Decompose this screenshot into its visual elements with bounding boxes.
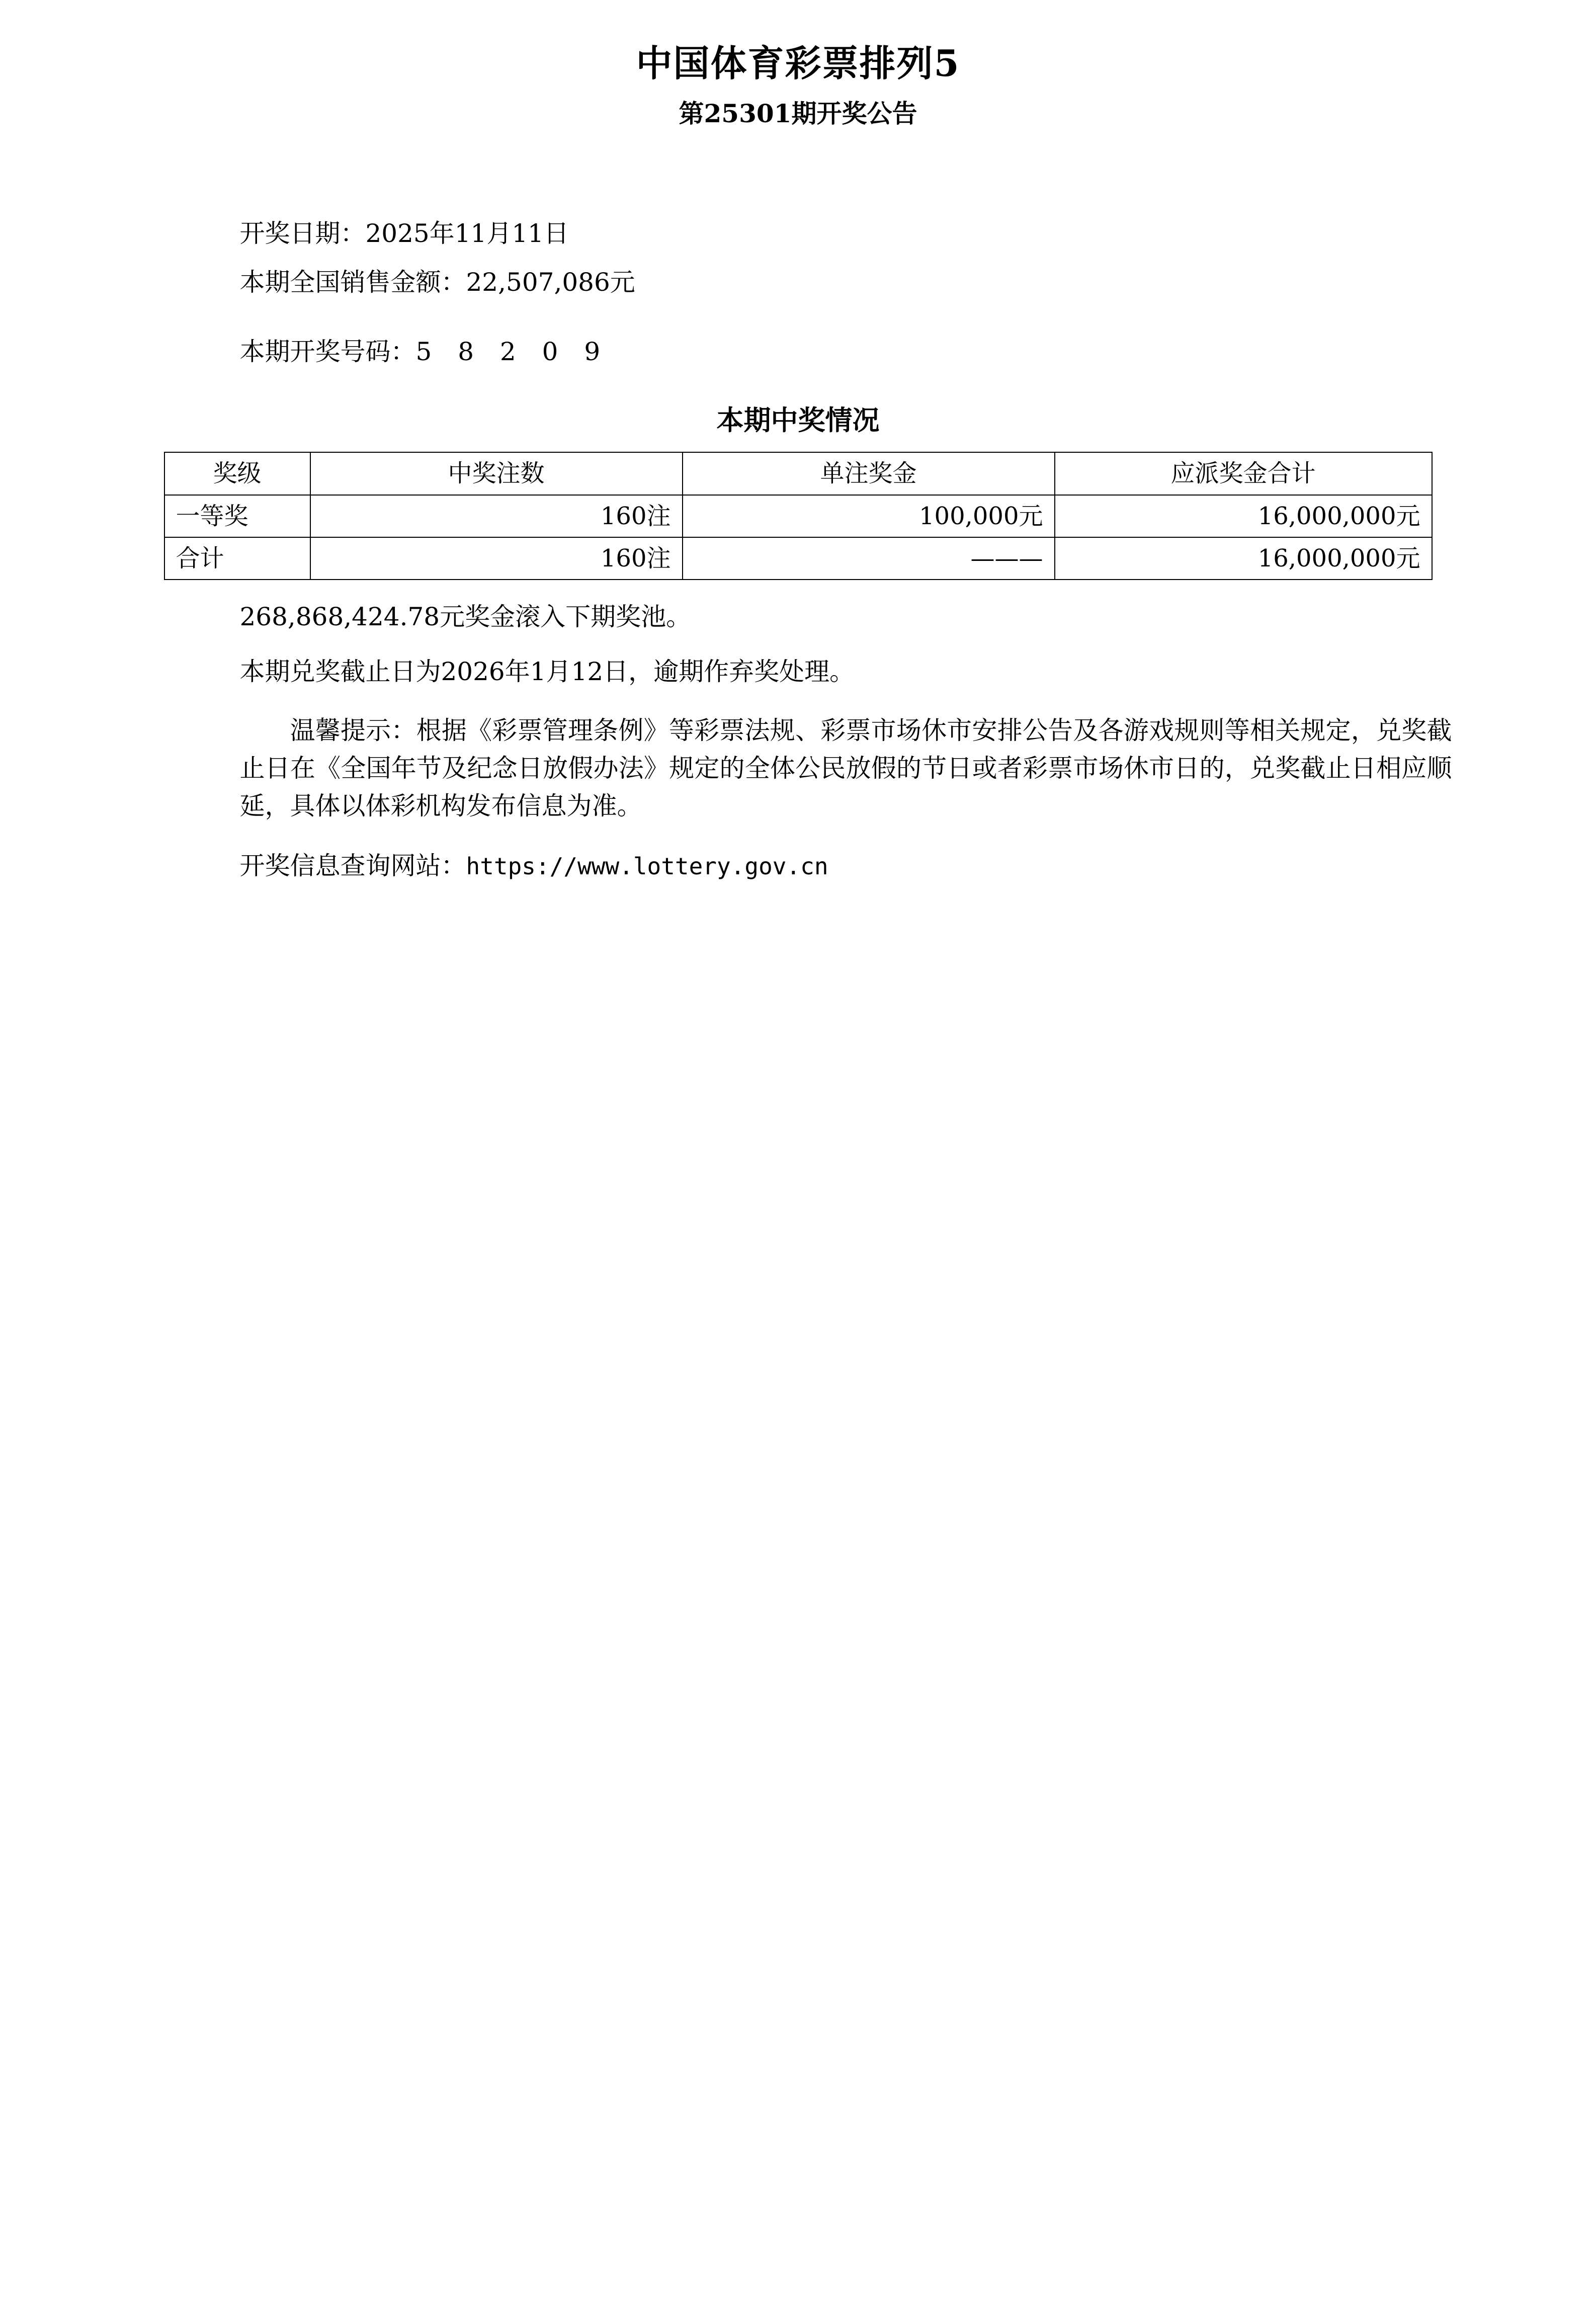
cell-level: 合计 <box>164 537 310 580</box>
cell-per-bet: 100,000元 <box>683 495 1055 537</box>
sales-amount-line: 本期全国销售金额：22,507,086元 <box>239 268 635 297</box>
cell-count: 160注 <box>310 537 683 580</box>
table-row <box>164 537 1432 580</box>
table-header-row <box>164 452 1432 495</box>
winning-numbers-label: 本期开奖号码： <box>239 337 416 366</box>
website-line <box>144 847 1452 885</box>
warm-tip-body: 根据《彩票管理条例》等彩票法规、彩票市场休市安排公告及各游戏规则等相关规定，兑奖截止日在《全国年节及纪念日放假办法》规定的全体公民放假的节日或者彩票市场休市日的，兑奖截止日相应顺延，具体以体彩机构发布信息为准。 <box>239 716 1452 821</box>
announcement-page <box>0 43 1596 2299</box>
winning-numbers-value: 5 8 2 0 9 <box>415 337 610 366</box>
warm-tip-label: 温馨提示： <box>290 716 416 746</box>
column-header-level: 奖级 <box>164 452 310 495</box>
cell-total: 16,000,000元 <box>1055 537 1432 580</box>
prize-section-title: 本期中奖情况 <box>716 404 880 437</box>
page-title: 中国体育彩票排列5 <box>636 42 960 85</box>
draw-info-block <box>144 217 1452 369</box>
page-subtitle: 第25301期开奖公告 <box>679 98 917 128</box>
column-header-total: 应派奖金合计 <box>1055 452 1432 495</box>
column-header-count: 中奖注数 <box>310 452 683 495</box>
column-header-per-bet: 单注奖金 <box>683 452 1055 495</box>
cell-count: 160注 <box>310 495 683 537</box>
winning-numbers-line <box>144 335 1452 369</box>
prize-table <box>164 452 1433 580</box>
draw-date-line: 开奖日期：2025年11月11日 <box>239 218 569 248</box>
website-label: 开奖信息查询网站： <box>239 851 466 881</box>
claim-deadline-line: 本期兑奖截止日为2026年1月12日，逾期作弃奖处理。 <box>239 657 855 687</box>
cell-level: 一等奖 <box>164 495 310 537</box>
warm-tip-paragraph <box>144 712 1452 825</box>
rollover-line: 268,868,424.78元奖金滚入下期奖池。 <box>239 602 692 632</box>
website-url[interactable]: https://www.lottery.gov.cn <box>466 853 828 880</box>
cell-total: 16,000,000元 <box>1055 495 1432 537</box>
table-row <box>164 495 1432 537</box>
cell-per-bet: ——— <box>683 537 1055 580</box>
content-area <box>144 217 1452 885</box>
